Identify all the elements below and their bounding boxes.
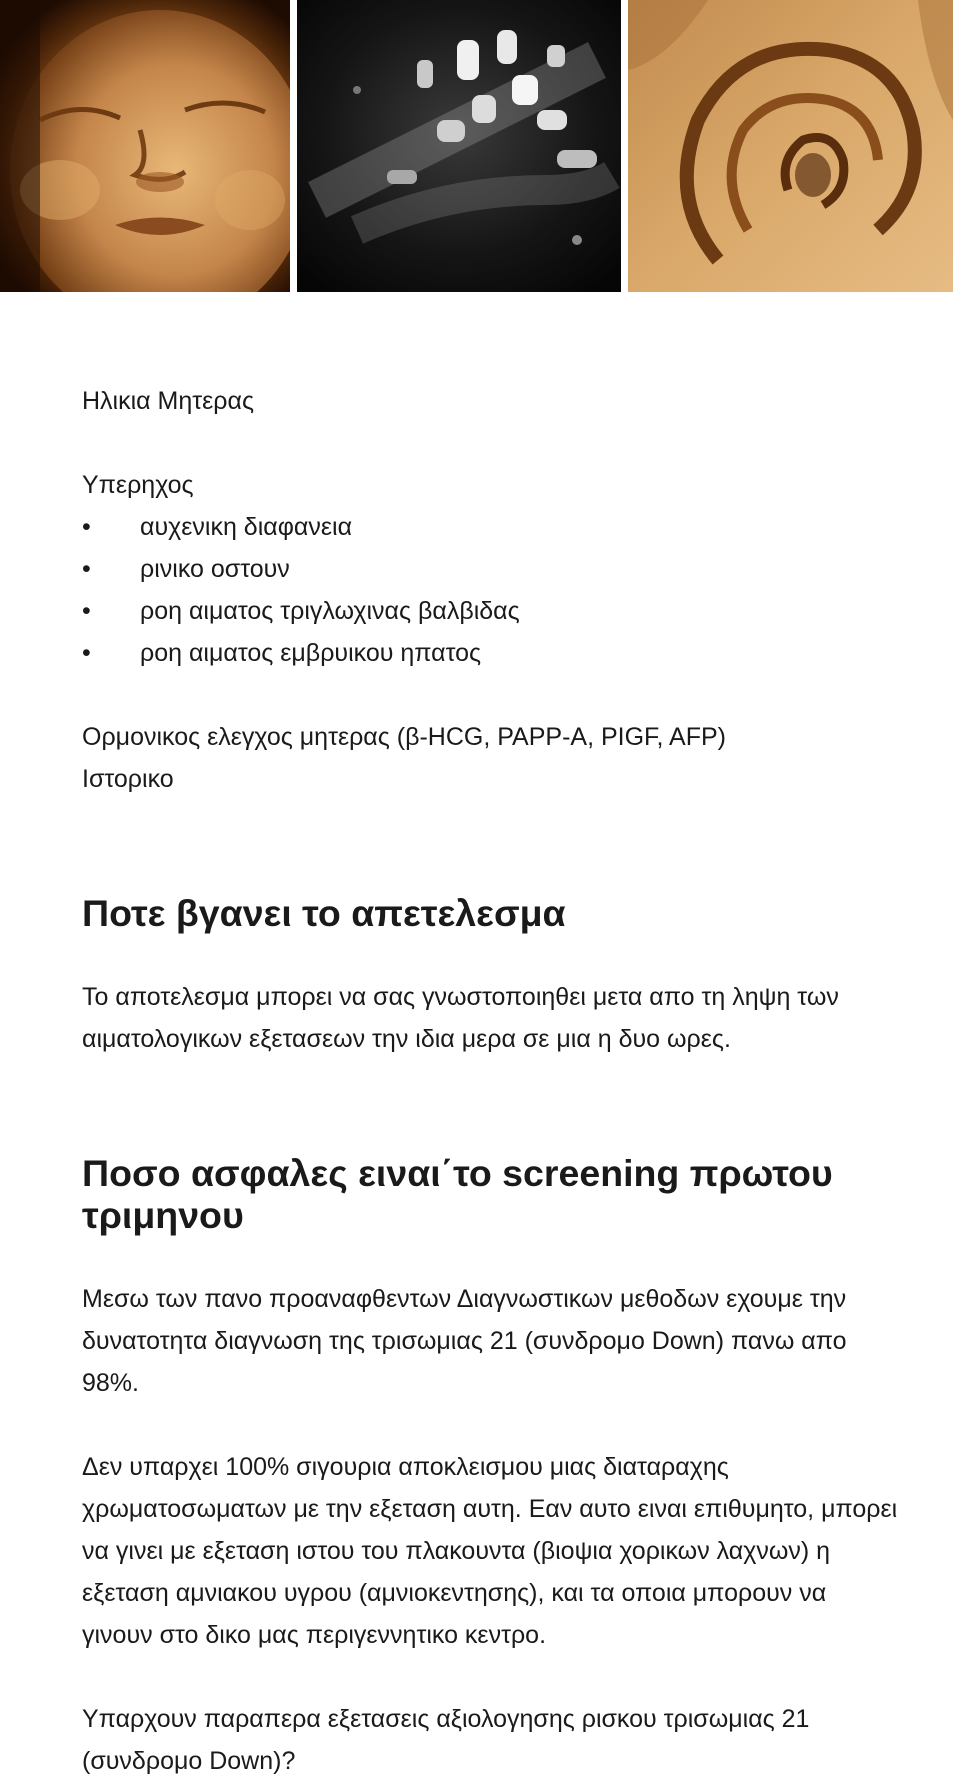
fetal-face-ultrasound-image: [0, 0, 290, 292]
list-item-label: ροη αιματος τριγλωχινας βαλβιδας: [140, 597, 520, 625]
fetal-hand-ultrasound-image: [297, 0, 621, 292]
list-item: [82, 506, 902, 548]
list-item-label: ρινικο οστουν: [140, 555, 290, 583]
ultrasound-image-strip: [0, 0, 960, 292]
list-item: [82, 590, 902, 632]
bullet-icon: •: [82, 639, 91, 667]
list-item: [82, 548, 902, 590]
article-content: [82, 380, 902, 1782]
list-item-label: ροη αιματος εμβρυικου ηπατος: [140, 639, 482, 667]
ultrasound-title: Υπερηχος: [82, 471, 194, 499]
list-item: [82, 632, 902, 674]
list-item-label: αυχενικη διαφανεια: [140, 513, 353, 541]
screening-limitations-paragraph: Δεν υπαρχει 100% σιγουρια αποκλεισμου μιας διαταραχης χρωματοσωματων με την εξεταση αυτη. Εαν αυτο ειναι επιθυμητο, μπορει να γινει με εξεταση ιστου του πλακουντα (βιοψια χορικων λαχνων) η εξεταση αμνιακου υγρου (αμνιοκεντησης), και τα οποια μπορουν να γινουν στο δικο μας περιγεννητικο κεντρο.: [82, 1453, 898, 1649]
fetal-ear-ultrasound-image: [628, 0, 953, 292]
bullet-icon: •: [82, 513, 91, 541]
maternal-age-item: Ηλικια Μητερας: [82, 387, 255, 415]
screening-safety-heading: Ποσο ασφαλες ειναι΄το screening πρωτου τριμηνου: [82, 1152, 833, 1236]
results-timing-paragraph: Το αποτελεσμα μπορει να σας γνωστοποιηθει μετα απο τη ληψη των αιματολογικων εξετασεων την ιδια μερα σε μια η δυο ωρες.: [82, 983, 839, 1053]
hormonal-check-item: Ορμονικος ελεγχος μητερας (β-HCG, PAPP-A, PIGF, AFP): [82, 723, 726, 751]
results-timing-heading: Ποτε βγανει το απετελεσμα: [82, 892, 566, 934]
further-tests-paragraph: Υπαρχουν παραπερα εξετασεις αξιολογησης ρισκου τρισωμιας 21 (συνδρομο Down)?: [82, 1705, 810, 1775]
history-item: Ιστορικο: [82, 765, 174, 793]
bullet-icon: •: [82, 597, 91, 625]
bullet-icon: •: [82, 555, 91, 583]
ultrasound-list: [82, 506, 902, 674]
screening-accuracy-paragraph: Μεσω των πανο προαναφθεντων Διαγνωστικων μεθοδων εχουμε την δυνατοτητα διαγνωση της τρισωμιας 21 (συνδρομο Down) πανω απο 98%.: [82, 1285, 847, 1397]
